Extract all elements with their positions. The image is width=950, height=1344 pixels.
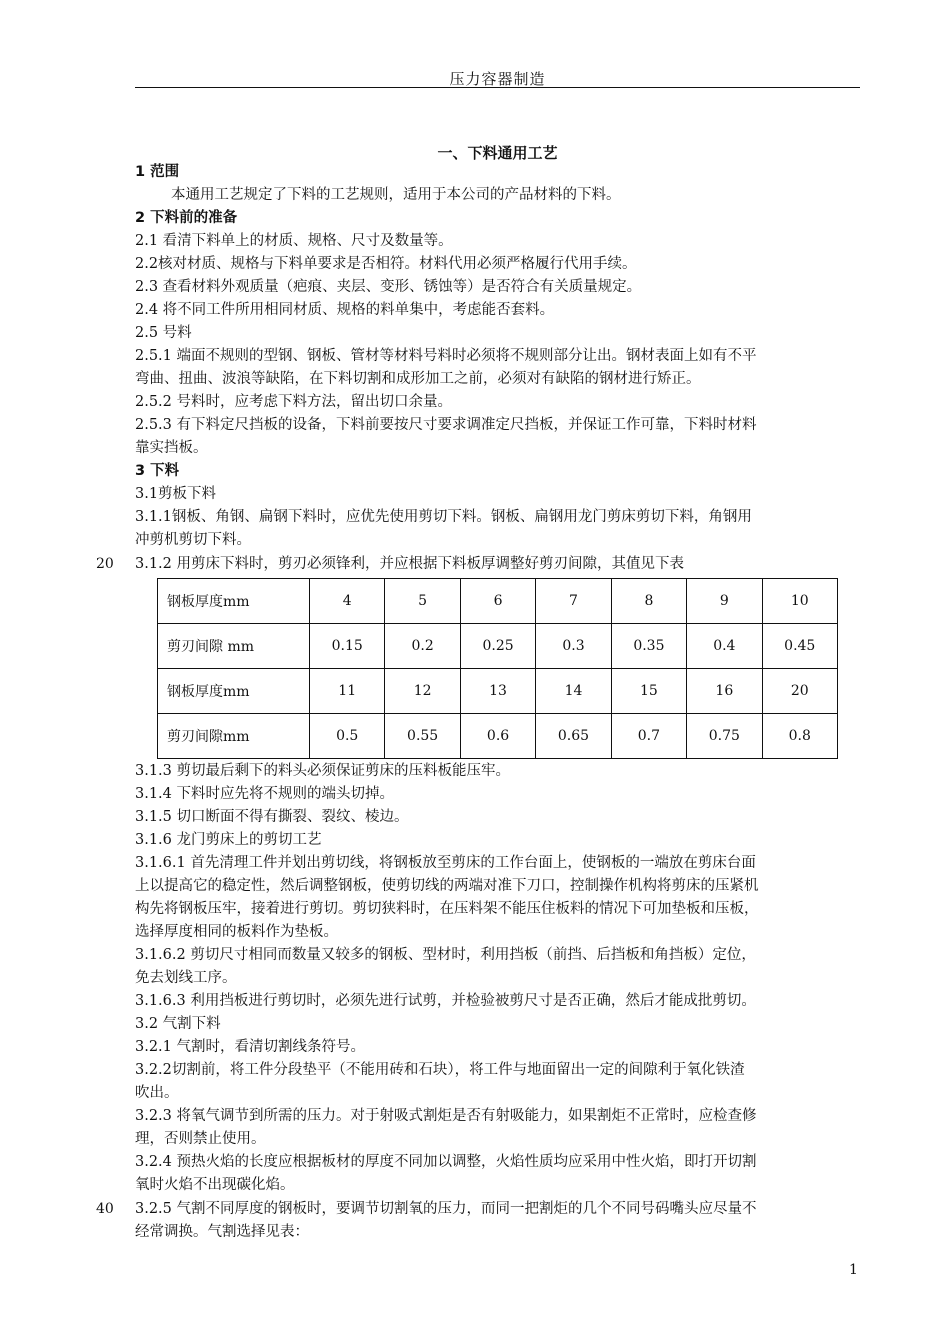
paragraph-line: 3.1.6.2 剪切尺寸相同而数量又较多的钢板、型材时，利用挡板（前挡、后挡板和角挡板）定位，: [135, 947, 756, 963]
paragraph-line: 2.5 号料: [135, 325, 192, 341]
heading-cutting: 3 下料: [135, 463, 180, 479]
table-cell: 16: [687, 669, 762, 714]
paragraph-line: 上以提高它的稳定性，然后调整钢板，使剪切线的两端对准下刀口，控制操作机构将剪床的压紧机: [135, 878, 759, 894]
header-rule: [135, 87, 860, 88]
table-cell: 0.2: [385, 624, 460, 669]
paragraph-line: 免去划线工序。: [135, 970, 237, 986]
table-row-label: 剪刃间隙 mm: [158, 624, 310, 669]
table-cell: 15: [611, 669, 686, 714]
paragraph-line: 2.2核对材质、规格与下料单要求是否相符。材料代用必须严格履行代用手续。: [135, 256, 637, 272]
paragraph-line: 2.1 看清下料单上的材质、规格、尺寸及数量等。: [135, 233, 453, 249]
table-cell: 0.55: [385, 714, 460, 759]
paragraph-line: 2.5.1 端面不规则的型钢、钢板、管材等材料号料时必须将不规则部分让出。钢材表面上如有不平: [135, 348, 757, 364]
table-cell: 0.4: [687, 624, 762, 669]
paragraph-line: 本通用工艺规定了下料的工艺规则，适用于本公司的产品材料的下料。: [171, 187, 621, 203]
table-cell: 0.5: [310, 714, 385, 759]
table-cell: 0.6: [460, 714, 535, 759]
table-row: [158, 714, 838, 759]
table-cell: 8: [611, 579, 686, 624]
paragraph-line: 3.1.5 切口断面不得有撕裂、裂纹、棱边。: [135, 809, 409, 825]
paragraph-line: 3.2.1 气割时，看清切割线条符号。: [135, 1039, 366, 1055]
paragraph-line: 构先将钢板压牢，接着进行剪切。剪切狭料时，在压料架不能压住板料的情况下可加垫板和压板，: [135, 901, 759, 917]
table-cell: 7: [536, 579, 611, 624]
table-cell: 0.25: [460, 624, 535, 669]
paragraph-line: 3.2.5 气割不同厚度的钢板时，要调节切割氧的压力，而同一把割炬的几个不同号码嘴头应尽量不: [135, 1201, 757, 1217]
paragraph-line: 弯曲、扭曲、波浪等缺陷，在下料切割和成形加工之前，必须对有缺陷的钢材进行矫正。: [135, 371, 701, 387]
table-cell: 0.7: [611, 714, 686, 759]
table-cell: 0.15: [310, 624, 385, 669]
paragraph-line: 3.2.2切割前，将工件分段垫平（不能用砖和石块），将工件与地面留出一定的间隙利于氧化铁渣: [135, 1062, 745, 1078]
table-cell: 12: [385, 669, 460, 714]
paragraph-line: 3.1.6 龙门剪床上的剪切工艺: [135, 832, 322, 848]
line-number-marker: 20: [96, 556, 114, 572]
table-row-label: 钢板厚度mm: [158, 579, 310, 624]
paragraph-line: 冲剪机剪切下料。: [135, 532, 251, 548]
paragraph-line: 选择厚度相同的板料作为垫板。: [135, 924, 338, 940]
paragraph-line: 2.5.3 有下料定尺挡板的设备，下料前要按尺寸要求调准定尺挡板，并保证工作可靠，下料时材料: [135, 417, 757, 433]
section-title: 一、下料通用工艺: [437, 144, 558, 162]
paragraph-line: 3.1.3 剪切最后剩下的料头必须保证剪床的压料板能压牢。: [135, 763, 511, 779]
table-cell: 0.3: [536, 624, 611, 669]
table-cell: 0.75: [687, 714, 762, 759]
page-number: 1: [849, 1262, 858, 1278]
table-row: [158, 579, 838, 624]
paragraph-line: 理，否则禁止使用。: [135, 1131, 266, 1147]
paragraph-line: 3.1.1钢板、角钢、扁钢下料时，应优先使用剪切下料。钢板、扁钢用龙门剪床剪切下料，角钢用: [135, 509, 752, 525]
paragraph-line: 靠实挡板。: [135, 440, 208, 456]
paragraph-line: 3.1剪板下料: [135, 486, 217, 502]
table-cell: 6: [460, 579, 535, 624]
table-cell: 0.45: [762, 624, 837, 669]
table-cell: 14: [536, 669, 611, 714]
paragraph-line: 3.1.6.3 利用挡板进行剪切时，必须先进行试剪，并检验被剪尺寸是否正确，然后才能成批剪切。: [135, 993, 756, 1009]
paragraph-line: 吹出。: [135, 1085, 179, 1101]
paragraph-line: 2.5.2 号料时，应考虑下料方法，留出切口余量。: [135, 394, 453, 410]
paragraph-line: 3.1.6.1 首先清理工件并划出剪切线，将钢板放至剪床的工作台面上，使钢板的一端放在剪床台面: [135, 855, 756, 871]
table-cell: 10: [762, 579, 837, 624]
heading-preparation: 2 下料前的准备: [135, 210, 238, 226]
table-row: [158, 624, 838, 669]
paragraph-line: 经常调换。气割选择见表：: [135, 1224, 309, 1240]
shear-gap-table: [157, 578, 838, 759]
paragraph-line: 3.1.2 用剪床下料时，剪刃必须锋利，并应根据下料板厚调整好剪刃间隙，其值见下表: [135, 556, 685, 572]
line-number-marker: 40: [96, 1201, 114, 1217]
table-cell: 9: [687, 579, 762, 624]
table-cell: 4: [310, 579, 385, 624]
table-row: [158, 669, 838, 714]
table-cell: 20: [762, 669, 837, 714]
table-cell: 13: [460, 669, 535, 714]
table-cell: 0.8: [762, 714, 837, 759]
paragraph-line: 3.1.4 下料时应先将不规则的端头切掉。: [135, 786, 395, 802]
paragraph-line: 3.2.3 将氧气调节到所需的压力。对于射吸式割炬是否有射吸能力，如果割炬不正常时，应检查修: [135, 1108, 757, 1124]
table-cell: 11: [310, 669, 385, 714]
heading-scope: 1 范围: [135, 164, 180, 180]
table-cell: 0.65: [536, 714, 611, 759]
paragraph-line: 3.2.4 预热火焰的长度应根据板材的厚度不同加以调整，火焰性质均应采用中性火焰，即打开切割: [135, 1154, 757, 1170]
page-header-title: 压力容器制造: [449, 70, 546, 88]
paragraph-line: 2.3 查看材料外观质量（疤痕、夹层、变形、锈蚀等）是否符合有关质量规定。: [135, 279, 642, 295]
paragraph-line: 3.2 气割下料: [135, 1016, 221, 1032]
table-cell: 0.35: [611, 624, 686, 669]
paragraph-line: 氧时火焰不出现碳化焰。: [135, 1177, 295, 1193]
table-cell: 5: [385, 579, 460, 624]
table-row-label: 钢板厚度mm: [158, 669, 310, 714]
paragraph-line: 2.4 将不同工件所用相同材质、规格的料单集中，考虑能否套料。: [135, 302, 555, 318]
table-row-label: 剪刃间隙mm: [158, 714, 310, 759]
